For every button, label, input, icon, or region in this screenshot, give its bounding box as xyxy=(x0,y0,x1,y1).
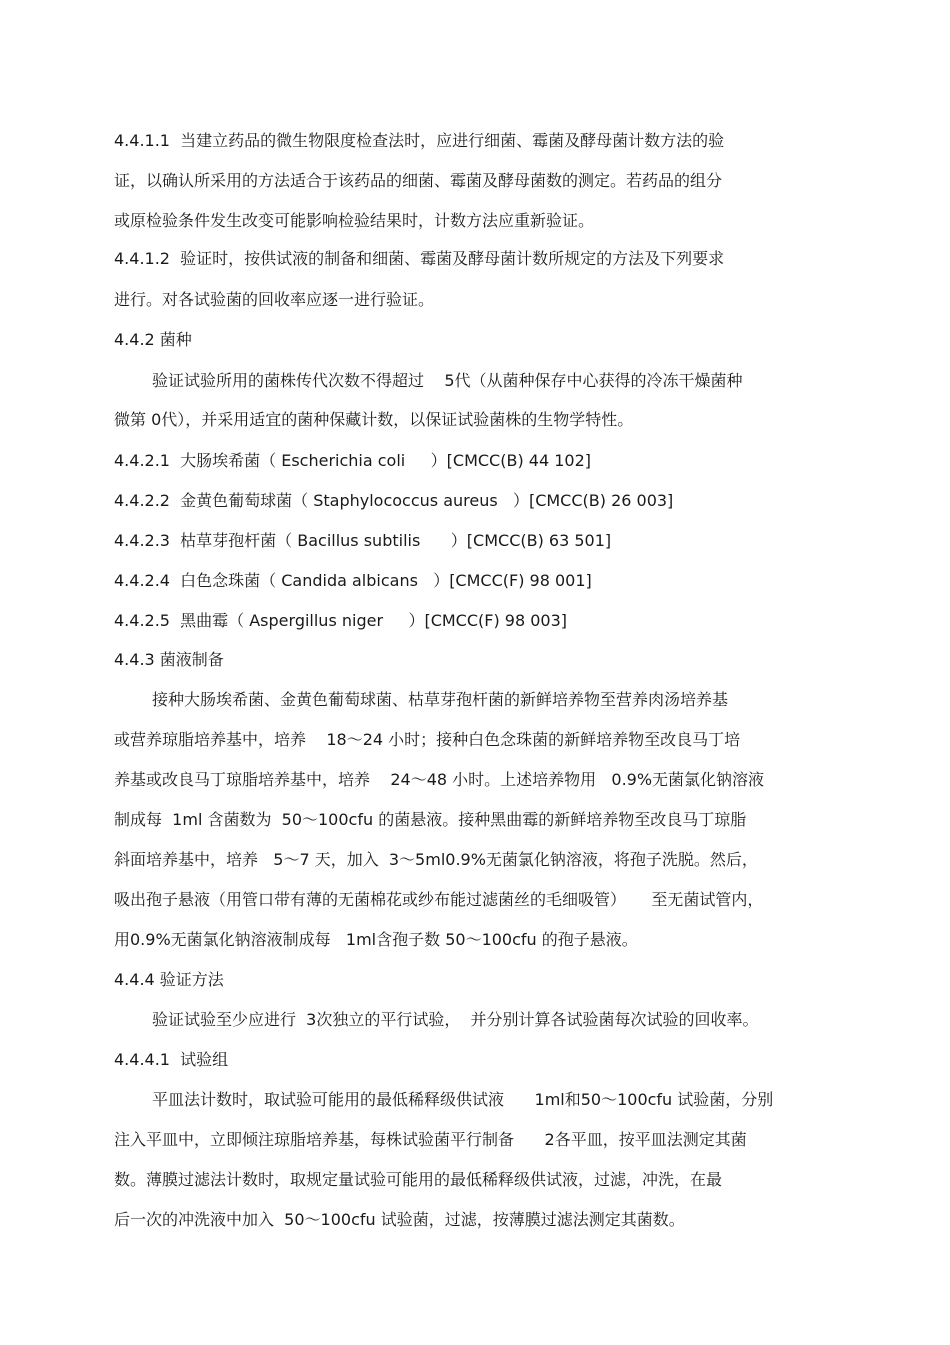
text-line: 或原检验条件发生改变可能影响检验结果时，计数方法应重新验证。 xyxy=(114,211,595,230)
strain-item-4-4-2-4: 4.4.2.4 白色念珠菌（ Candida albicans ）[CMCC(F) 98 001] xyxy=(114,571,592,590)
paragraph-line: 接种大肠埃希菌、金黄色葡萄球菌、枯草芽孢杆菌的新鲜培养物至营养肉汤培养基 xyxy=(152,690,729,709)
text-line-4-4-1-2: 4.4.1.2 验证时，按供试液的制备和细菌、霉菌及酵母菌计数所规定的方法及下列要求 xyxy=(114,249,725,268)
paragraph-line: 验证试验至少应进行 3次独立的平行试验， 并分别计算各试验菌每次试验的回收率。 xyxy=(152,1010,759,1029)
section-heading-4-4-2: 4.4.2 菌种 xyxy=(114,330,192,349)
paragraph-line: 验证试验所用的菌株传代次数不得超过 5代（从菌种保存中心获得的冷冻干燥菌种 xyxy=(152,371,743,390)
text-line-4-4-1-1: 4.4.1.1 当建立药品的微生物限度检查法时，应进行细菌、霉菌及酵母菌计数方法的验 xyxy=(114,131,725,150)
strain-item-4-4-2-3: 4.4.2.3 枯草芽孢杆菌（ Bacillus subtilis ）[CMCC(B) 63 501] xyxy=(114,531,612,550)
text-line: 微第 0代），并采用适宜的菌种保藏计数，以保证试验菌株的生物学特性。 xyxy=(114,410,634,429)
text-line: 注入平皿中，立即倾注琼脂培养基，每株试验菌平行制备 2各平皿，按平皿法测定其菌 xyxy=(114,1130,747,1149)
strain-item-4-4-2-2: 4.4.2.2 金黄色葡萄球菌（ Staphylococcus aureus ）[CMCC(B) 26 003] xyxy=(114,491,674,510)
strain-item-4-4-2-1: 4.4.2.1 大肠埃希菌（ Escherichia coli ）[CMCC(B) 44 102] xyxy=(114,451,592,470)
text-line: 制成每 1ml 含菌数为 50～100cfu 的菌悬液。接种黑曲霉的新鲜培养物至改良马丁琼脂 xyxy=(114,810,747,829)
text-line: 进行。对各试验菌的回收率应逐一进行验证。 xyxy=(114,290,435,309)
text-line: 数。薄膜过滤法计数时，取规定量试验可能用的最低稀释级供试液，过滤，冲洗，在最 xyxy=(114,1170,723,1189)
text-line: 证，以确认所采用的方法适合于该药品的细菌、霉菌及酵母菌数的测定。若药品的组分 xyxy=(114,171,723,190)
subsection-heading-4-4-4-1: 4.4.4.1 试验组 xyxy=(114,1050,229,1069)
section-heading-4-4-3: 4.4.3 菌液制备 xyxy=(114,650,224,669)
paragraph-line: 平皿法计数时，取试验可能用的最低稀释级供试液 1ml和50～100cfu 试验菌，分别 xyxy=(152,1090,774,1109)
section-heading-4-4-4: 4.4.4 验证方法 xyxy=(114,970,224,989)
text-line: 吸出孢子悬液（用管口带有薄的无菌棉花或纱布能过滤菌丝的毛细吸管） 至无菌试管内， xyxy=(114,890,764,909)
text-line: 养基或改良马丁琼脂培养基中，培养 24～48 小时。上述培养物用 0.9%无菌氯化钠溶液 xyxy=(114,770,765,789)
strain-item-4-4-2-5: 4.4.2.5 黑曲霉（ Aspergillus niger ）[CMCC(F) 98 003] xyxy=(114,611,568,630)
text-line: 斜面培养基中，培养 5～7 天，加入 3～5ml0.9%无菌氯化钠溶液，将孢子洗脱。然后， xyxy=(114,850,758,869)
text-line: 用0.9%无菌氯化钠溶液制成每 1ml含孢子数 50～100cfu 的孢子悬液。 xyxy=(114,930,638,949)
text-line: 后一次的冲洗液中加入 50～100cfu 试验菌，过滤，按薄膜过滤法测定其菌数。 xyxy=(114,1210,685,1229)
text-line: 或营养琼脂培养基中，培养 18～24 小时；接种白色念珠菌的新鲜培养物至改良马丁培 xyxy=(114,730,741,749)
